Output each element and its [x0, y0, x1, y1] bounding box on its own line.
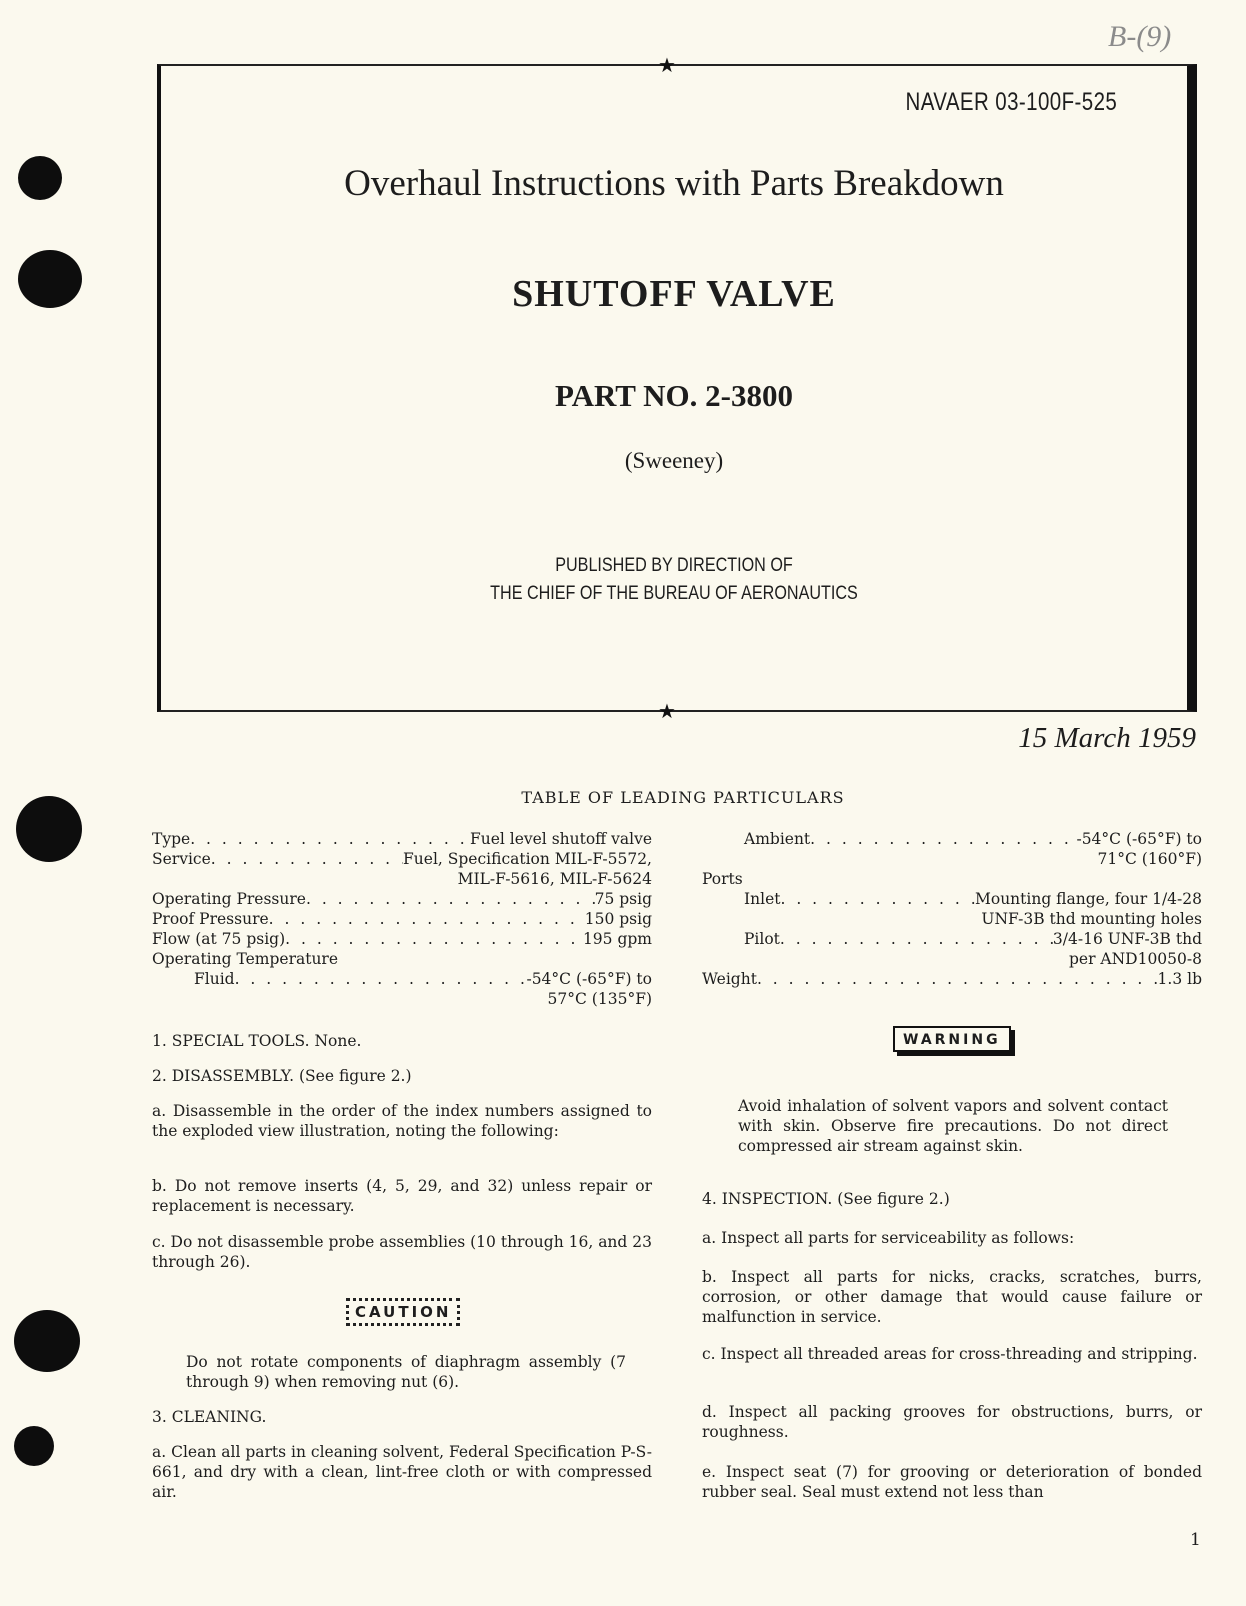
subject-title: SHUTOFF VALVE	[512, 273, 836, 315]
publication-date: 15 March 1959	[1018, 722, 1196, 754]
published-by-line1: PUBLISHED BY DIRECTION OF	[555, 555, 793, 576]
inspection-step-c: c. Inspect all threaded areas for cross-threading and stripping.	[702, 1345, 1198, 1363]
punch-hole	[14, 1426, 54, 1466]
disassembly-step-a: a. Disassemble in the order of the index numbers assigned to the exploded view illustration, noting the following:	[152, 1102, 652, 1140]
warning-text: Avoid inhalation of solvent vapors and solvent contact with skin. Observe fire precautions. Do not direct compressed air stream against skin.	[738, 1097, 1168, 1155]
cleaning-step-a: a. Clean all parts in cleaning solvent, Federal Specification P-S-661, and dry with a clean, lint-free cloth or with compressed air.	[152, 1443, 652, 1501]
particular-row-inlet: Inlet . . . Mounting flange, four 1/4-28	[702, 889, 1202, 909]
particular-row-weight: Weight . . . 1.3 lb	[702, 969, 1202, 989]
section-disassembly: 2. DISASSEMBLY. (See figure 2.)	[152, 1067, 412, 1085]
caution-text: Do not rotate components of diaphragm assembly (7 through 9) when removing nut (6).	[186, 1353, 626, 1391]
warning-label: WARNING	[893, 1026, 1011, 1052]
disassembly-step-c: c. Do not disassemble probe assemblies (10 through 16, and 23 through 26).	[152, 1233, 652, 1271]
manufacturer: (Sweeney)	[624, 448, 724, 473]
particular-heading-ports: Ports	[702, 870, 743, 888]
section-inspection: 4. INSPECTION. (See figure 2.)	[702, 1190, 950, 1208]
particulars-left-column: Type . . . Fuel level shutoff valve Service . . . Fuel, Specification MIL-F-5572, MIL-F-5616, MIL-F-5624 Operating Pressure . . . 75 psig Proof Pressure . . . 150 psig Flow (at 75 psig) . . . 195 gpm Operating Temperature Fluid . . . -54°C (-65°F) to 57°C (135°F)	[152, 829, 652, 1009]
section-cleaning: 3. CLEANING.	[152, 1408, 267, 1426]
particular-row-pilot: Pilot . . . 3/4-16 UNF-3B thd	[702, 929, 1202, 949]
particular-row-ambient: Ambient . . . -54°C (-65°F) to	[702, 829, 1202, 849]
particular-row-operating-pressure: Operating Pressure . . . 75 psig	[152, 889, 652, 909]
document-number: NAVAER 03-100F-525	[905, 88, 1117, 116]
particular-row-type: Type . . . Fuel level shutoff valve	[152, 829, 652, 849]
inspection-step-b: b. Inspect all parts for nicks, cracks, scratches, burrs, corrosion, or other damage that would cause failure or malfunction in service.	[702, 1268, 1202, 1326]
leading-particulars-title: TABLE OF LEADING PARTICULARS	[521, 788, 845, 807]
inspection-step-a: a. Inspect all parts for serviceability as follows:	[702, 1229, 1075, 1247]
inspection-step-d: d. Inspect all packing grooves for obstructions, burrs, or roughness.	[702, 1403, 1202, 1441]
part-number: PART NO. 2-3800	[554, 378, 793, 413]
inspection-step-e: e. Inspect seat (7) for grooving or deterioration of bonded rubber seal. Seal must extend not less than	[702, 1463, 1202, 1501]
punch-hole	[18, 156, 62, 200]
handwritten-annotation: B-(9)	[1108, 20, 1172, 53]
punch-hole	[18, 250, 82, 308]
particular-row-service: Service . . . Fuel, Specification MIL-F-5572,	[152, 849, 652, 869]
punch-hole	[14, 1310, 80, 1372]
title-frame	[157, 53, 1197, 723]
particular-heading-operating-temperature: Operating Temperature	[152, 950, 339, 968]
caution-label: CAUTION	[346, 1298, 460, 1326]
star-icon: ★	[658, 699, 676, 723]
page-number: 1	[1190, 1530, 1201, 1550]
published-by-line2: THE CHIEF OF THE BUREAU OF AERONAUTICS	[490, 583, 858, 604]
particular-row-proof-pressure: Proof Pressure . . . 150 psig	[152, 909, 652, 929]
particulars-right-column: Ambient . . . -54°C (-65°F) to 71°C (160°F) Ports Inlet . . . Mounting flange, four 1/4-28 UNF-3B thd mounting holes Pilot . . . 3/4-16 UNF-3B thd per AND10050-8 Weight . . . 1.3 lb	[702, 829, 1202, 989]
star-icon: ★	[658, 53, 676, 77]
document-title: Overhaul Instructions with Parts Breakdown	[344, 163, 1004, 204]
particular-row-flow: Flow (at 75 psig) . . . 195 gpm	[152, 929, 652, 949]
section-special-tools: 1. SPECIAL TOOLS. None.	[152, 1032, 362, 1050]
disassembly-step-b: b. Do not remove inserts (4, 5, 29, and 32) unless repair or replacement is necessary.	[152, 1177, 652, 1215]
particular-row-fluid: Fluid . . . -54°C (-65°F) to	[152, 969, 652, 989]
